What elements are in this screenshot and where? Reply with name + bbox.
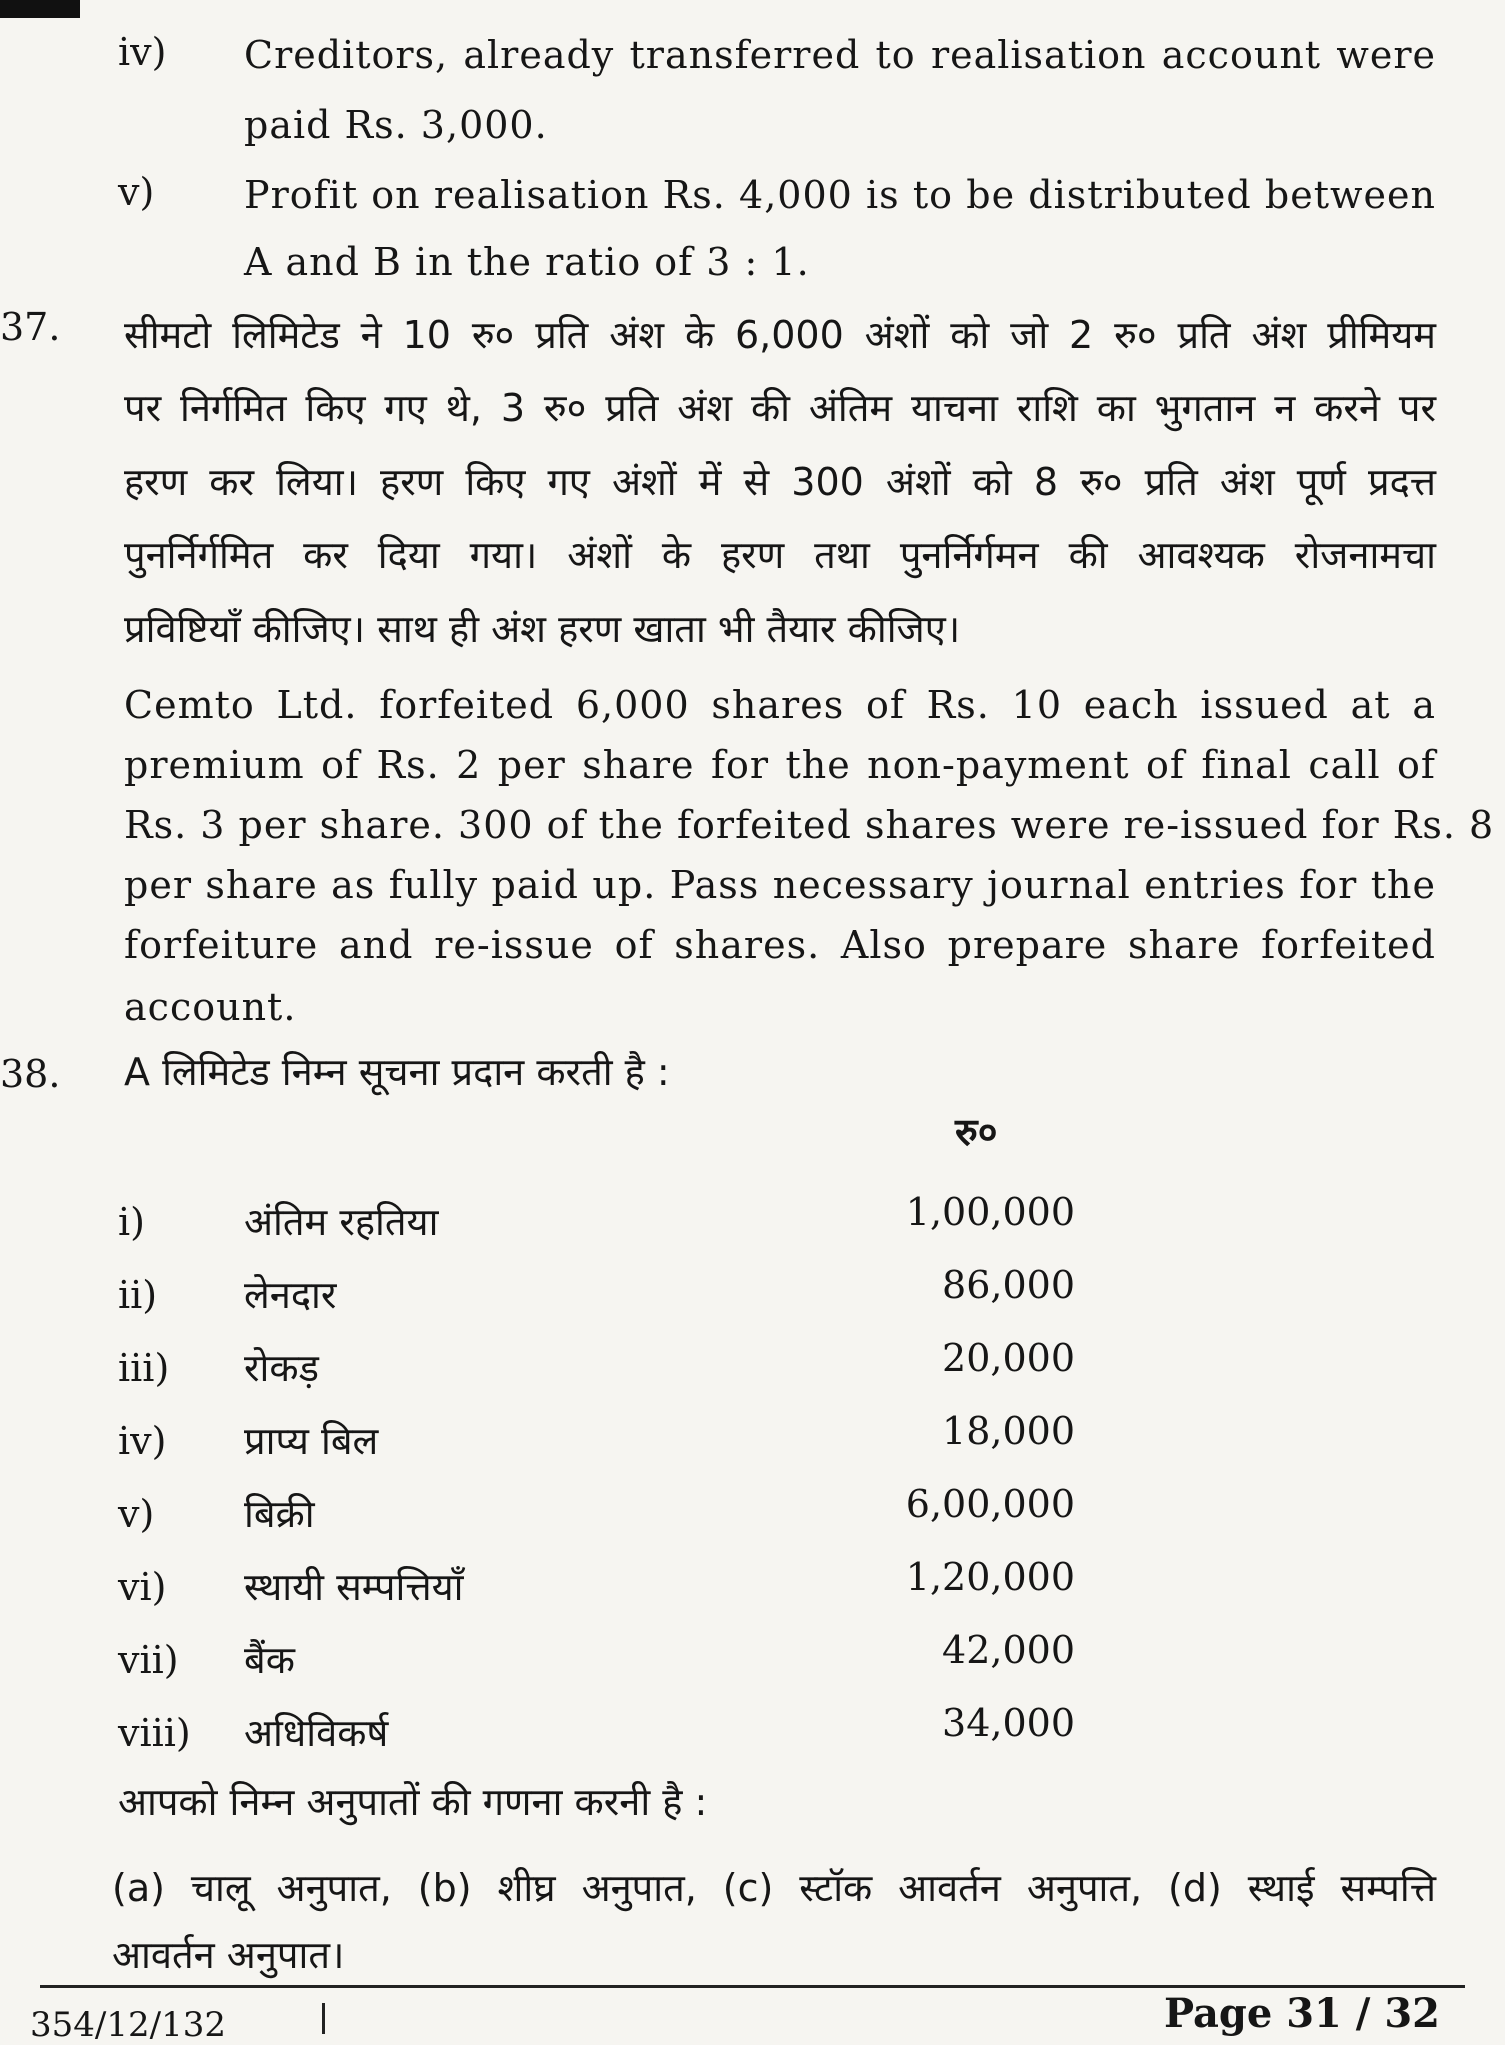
q38-number: 38. (0, 1052, 61, 1096)
q37-number: 37. (0, 305, 61, 349)
q38-item-amount: 18,000 (942, 1409, 1075, 1453)
part-v-line-1: Profit on realisation Rs. 4,000 is to be distributed between (244, 173, 1436, 217)
page-number: Page 31 / 32 (1163, 1990, 1440, 2037)
q38-item-label: viii) (118, 1711, 191, 1755)
q37-hindi-line-3: हरण कर लिया। हरण किए गए अंशों में से 300 अंशों को 8 रु० प्रति अंश पूर्ण प्रदत्त (124, 460, 1436, 504)
q38-item-label: iv) (118, 1419, 167, 1463)
q38-currency-header: रु० (955, 1110, 998, 1154)
q38-item-name: बैंक (244, 1638, 295, 1682)
q38-item-amount: 42,000 (942, 1628, 1075, 1672)
q38-item-name: रोकड़ (244, 1346, 319, 1390)
q38-item-name: लेनदार (244, 1273, 337, 1317)
q38-item-amount: 6,00,000 (905, 1482, 1075, 1526)
part-iv-number: iv) (118, 30, 167, 74)
q37-english-line-5: forfeiture and re-issue of shares. Also prepare share forfeited (124, 923, 1436, 967)
q37-hindi-line-4: पुनर्निर्गमित कर दिया गया। अंशों के हरण तथा पुनर्निर्गमन की आवश्यक रोजनामचा (124, 533, 1436, 577)
q38-ratio-list-line-2: आवर्तन अनुपात। (112, 1933, 345, 1977)
q37-english-line-6: account. (124, 985, 297, 1029)
footer-separator (322, 2003, 325, 2034)
part-iv-line-1: Creditors, already transferred to realisation account were (244, 33, 1436, 77)
q37-english-line-2: premium of Rs. 2 per share for the non-payment of final call of (124, 743, 1436, 787)
q37-hindi-line-1: सीमटो लिमिटेड ने 10 रु० प्रति अंश के 6,000 अंशों को जो 2 रु० प्रति अंश प्रीमियम (124, 313, 1436, 357)
q38-item-label: i) (118, 1200, 145, 1244)
q38-item-name: अंतिम रहतिया (244, 1200, 439, 1244)
part-v-line-2: A and B in the ratio of 3 : 1. (244, 240, 810, 284)
q38-item-name: अधिविकर्ष (244, 1711, 389, 1755)
q38-intro: A लिमिटेड निम्न सूचना प्रदान करती है : (124, 1050, 670, 1094)
q37-english-line-3: Rs. 3 per share. 300 of the forfeited shares were re-issued for Rs. 8 (124, 803, 1495, 847)
q38-item-amount: 20,000 (942, 1336, 1075, 1380)
q38-item-label: ii) (118, 1273, 158, 1317)
q38-item-label: vi) (118, 1565, 167, 1609)
q38-item-label: iii) (118, 1346, 170, 1390)
q38-item-amount: 1,00,000 (905, 1190, 1075, 1234)
footer-divider (40, 1985, 1465, 1988)
q37-hindi-line-2: पर निर्गमित किए गए थे, 3 रु० प्रति अंश की अंतिम याचना राशि का भुगतान न करने पर (124, 386, 1436, 430)
q38-item-amount: 34,000 (942, 1701, 1075, 1745)
q38-item-label: vii) (118, 1638, 179, 1682)
q37-english-line-4: per share as fully paid up. Pass necessary journal entries for the (124, 863, 1436, 907)
q38-ratio-prompt: आपको निम्न अनुपातों की गणना करनी है : (118, 1780, 708, 1824)
q38-item-name: स्थायी सम्पत्तियाँ (244, 1565, 464, 1609)
part-v-number: v) (118, 170, 155, 214)
q38-ratio-list-line-1: (a) चालू अनुपात, (b) शीघ्र अनुपात, (c) स्टॉक आवर्तन अनुपात, (d) स्थाई सम्पत्ति (112, 1866, 1436, 1910)
q38-item-label: v) (118, 1492, 155, 1536)
q38-item-name: प्राप्य बिल (244, 1419, 379, 1463)
q37-english-line-1: Cemto Ltd. forfeited 6,000 shares of Rs. 10 each issued at a (124, 683, 1436, 727)
part-iv-line-2: paid Rs. 3,000. (244, 103, 548, 147)
q38-item-name: बिक्री (244, 1492, 315, 1536)
q37-hindi-line-5: प्रविष्टियाँ कीजिए। साथ ही अंश हरण खाता भी तैयार कीजिए। (124, 607, 961, 651)
corner-mark (0, 0, 80, 18)
q38-item-amount: 1,20,000 (905, 1555, 1075, 1599)
footer-paper-code: 354/12/132 (30, 2005, 226, 2045)
q38-item-amount: 86,000 (942, 1263, 1075, 1307)
